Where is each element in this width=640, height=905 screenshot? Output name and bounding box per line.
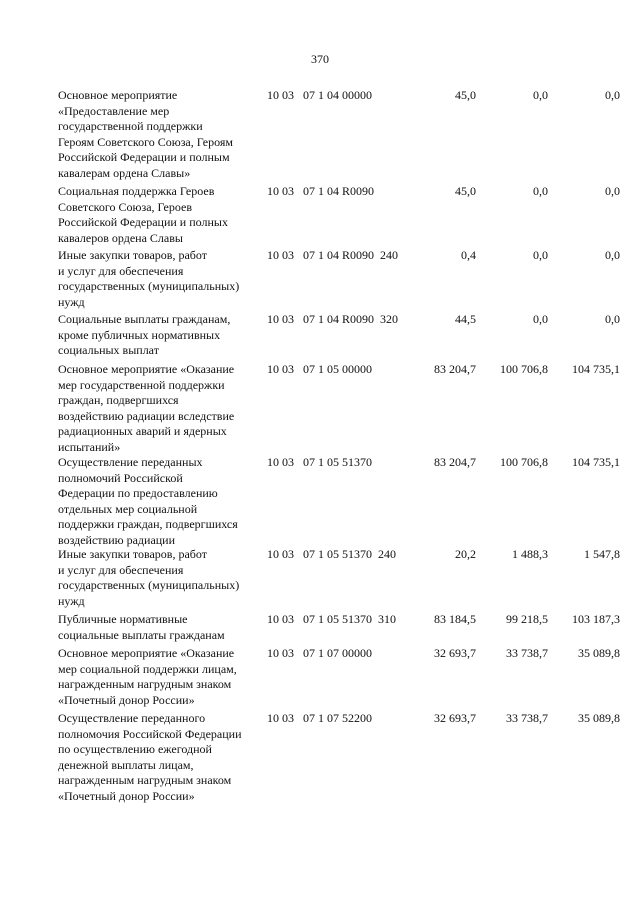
row-value-3: 0,0 — [605, 88, 620, 102]
row-value-1: 32 693,7 — [434, 711, 476, 725]
row-value-1: 83 204,7 — [434, 455, 476, 469]
row-value-2: 0,0 — [533, 88, 548, 102]
row-name: Социальная поддержка Героев Советского Союза, Героев Российской Федерации и полных кавалеров ордена Славы — [58, 184, 228, 245]
row-codes: 10 03 07 1 05 51370 310 — [267, 612, 396, 626]
row-value-2: 100 706,8 — [500, 455, 548, 469]
row-codes: 10 03 07 1 05 51370 — [267, 455, 372, 469]
row-name: Осуществление переданного полномочия Российской Федерации по осуществлению ежегодной денежной выплаты лицам, награжденным нагрудным знаком «Почетный донор России» — [58, 711, 242, 803]
row-value-3: 0,0 — [605, 312, 620, 326]
row-codes: 10 03 07 1 04 R0090 240 — [267, 248, 399, 262]
row-name: Основное мероприятие «Оказание мер государственной поддержки граждан, подвергшихся воздействию радиации вследствие радиационных аварий и ядерных испытаний» — [58, 362, 235, 454]
row-value-1: 45,0 — [455, 184, 476, 198]
row-value-3: 1 547,8 — [584, 547, 620, 561]
row-value-3: 104 735,1 — [572, 455, 620, 469]
row-value-1: 0,4 — [461, 248, 476, 262]
row-name: Основное мероприятие «Оказание мер социальной поддержки лицам, награжденным нагрудным знаком «Почетный донор России» — [58, 646, 237, 707]
row-value-2: 0,0 — [533, 312, 548, 326]
row-value-1: 45,0 — [455, 88, 476, 102]
row-codes: 10 03 07 1 05 51370 240 — [267, 547, 396, 561]
row-value-3: 103 187,3 — [572, 612, 620, 626]
row-value-1: 20,2 — [455, 547, 476, 561]
row-value-2: 100 706,8 — [500, 362, 548, 376]
row-codes: 10 03 07 1 04 00000 — [267, 88, 372, 102]
row-value-2: 33 738,7 — [506, 711, 548, 725]
row-value-3: 104 735,1 — [572, 362, 620, 376]
row-value-2: 0,0 — [533, 184, 548, 198]
row-value-3: 0,0 — [605, 184, 620, 198]
row-value-1: 44,5 — [455, 312, 476, 326]
page-number: 370 — [311, 52, 329, 66]
row-value-1: 83 184,5 — [434, 612, 476, 626]
row-value-3: 0,0 — [605, 248, 620, 262]
row-codes: 10 03 07 1 07 52200 — [267, 711, 372, 725]
row-value-1: 32 693,7 — [434, 646, 476, 660]
row-name: Осуществление переданных полномочий Российской Федерации по предоставлению отдельных мер социальной поддержки граждан, подвергшихся воздействию радиации — [58, 455, 238, 547]
row-codes: 10 03 07 1 04 R0090 320 — [267, 312, 399, 326]
row-name: Иные закупки товаров, работ и услуг для обеспечения государственных (муниципальных) нужд — [58, 248, 240, 309]
row-value-3: 35 089,8 — [578, 711, 620, 725]
row-value-1: 83 204,7 — [434, 362, 476, 376]
row-codes: 10 03 07 1 05 00000 — [267, 362, 372, 376]
row-value-2: 99 218,5 — [506, 612, 548, 626]
row-codes: 10 03 07 1 04 R0090 — [267, 184, 375, 198]
row-value-3: 35 089,8 — [578, 646, 620, 660]
row-value-2: 1 488,3 — [512, 547, 548, 561]
row-name: Иные закупки товаров, работ и услуг для обеспечения государственных (муниципальных) нужд — [58, 547, 240, 608]
row-value-2: 0,0 — [533, 248, 548, 262]
row-value-2: 33 738,7 — [506, 646, 548, 660]
row-name: Публичные нормативные социальные выплаты гражданам — [58, 612, 225, 642]
row-name: Основное мероприятие «Предоставление мер государственной поддержки Героям Советского Союза, Героям Российской Федерации и полным кавалерам ордена Славы» — [58, 88, 233, 180]
row-name: Социальные выплаты гражданам, кроме публичных нормативных социальных выплат — [58, 312, 231, 357]
row-codes: 10 03 07 1 07 00000 — [267, 646, 372, 660]
